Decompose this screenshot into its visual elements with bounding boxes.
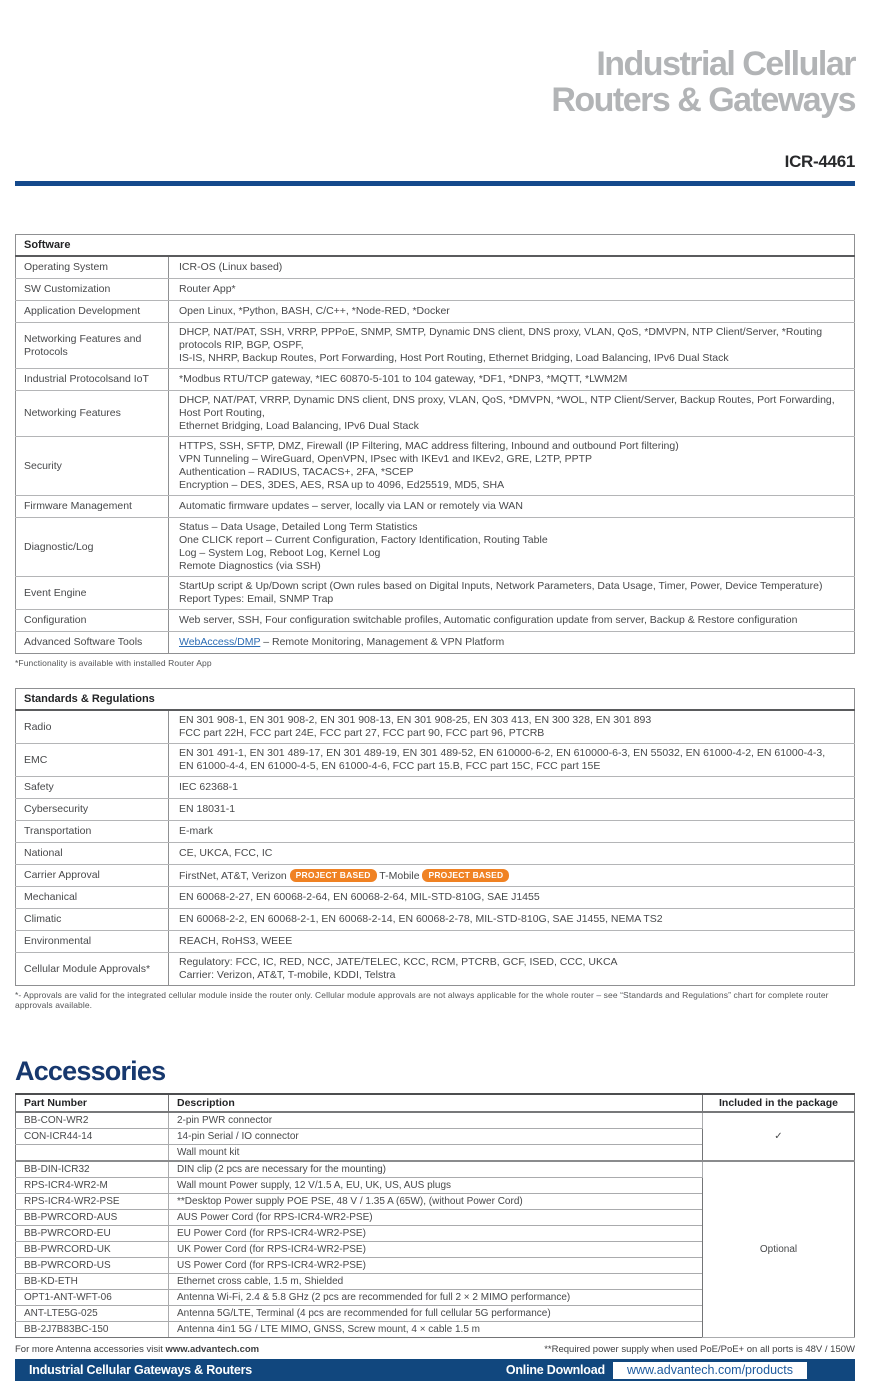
spec-label: Industrial Protocolsand IoT [16, 369, 169, 391]
col-header-part-number: Part Number [16, 1094, 169, 1112]
spec-value-line: FCC part 22H, FCC part 24E, FCC part 27, FCC part 90, FCC part 96, PTCRB [179, 727, 545, 739]
spec-value-line: Encryption – DES, 3DES, AES, RSA up to 4096, Ed25519, MD5, SHA [179, 479, 505, 491]
spec-value-line: HTTPS, SSH, SFTP, DMZ, Firewall (IP Filtering, MAC address filtering, Inbound and outbound Port filtering) [179, 440, 679, 452]
spec-row [16, 610, 855, 632]
spec-row [16, 369, 855, 391]
spec-label: Cellular Module Approvals* [16, 953, 169, 986]
spec-row [16, 931, 855, 953]
spec-label: Firmware Management [16, 496, 169, 518]
spec-label: Environmental [16, 931, 169, 953]
spec-value-line: Authentication – RADIUS, TACACS+, 2FA, *SCEP [179, 466, 414, 478]
spec-value-line: ICR-OS (Linux based) [179, 261, 283, 273]
spec-row [16, 865, 855, 887]
spec-value-line: One CLICK report – Current Configuration, Factory Identification, Routing Table [179, 534, 548, 546]
accessory-part-number: BB-CON-WR2 [16, 1112, 169, 1129]
page-title [15, 46, 855, 118]
spec-value-line: IS-IS, NHRP, Backup Routes, Port Forwarding, Host Port Routing, Ethernet Bridging, Load Balancing, IPv6 Dual Stack [179, 352, 729, 364]
spec-value-line: DHCP, NAT/PAT, SSH, VRRP, PPPoE, SNMP, SMTP, Dynamic DNS client, DNS proxy, VLAN, QoS, *DMVPN, NTP Client/Server, *Routing protocols RIP, BGP, OSPF, [179, 326, 823, 351]
spec-value-line: StartUp script & Up/Down script (Own rules based on Digital Inputs, Network Parameters, Data Usage, Timer, Power, Device Temperature) [179, 580, 823, 592]
spec-label: Diagnostic/Log [16, 518, 169, 577]
col-header-included: Included in the package [703, 1094, 855, 1112]
spec-label: EMC [16, 744, 169, 777]
accessory-description: Ethernet cross cable, 1.5 m, Shielded [169, 1274, 703, 1290]
spec-row [16, 953, 855, 986]
spec-value-line: Open Linux, *Python, BASH, C/C++, *Node-RED, *Docker [179, 305, 450, 317]
advantech-url-link[interactable]: www.advantech.com [165, 1344, 260, 1355]
spec-row [16, 799, 855, 821]
spec-label: Event Engine [16, 577, 169, 610]
optional-label: Optional [703, 1161, 855, 1338]
spec-value-line: E-mark [179, 825, 213, 837]
project-based-badge: PROJECT BASED [422, 869, 509, 882]
accessory-part-number: BB-KD-ETH [16, 1274, 169, 1290]
spec-row [16, 843, 855, 865]
model-number: ICR-4461 [784, 152, 855, 171]
accessory-description: AUS Power Cord (for RPS-ICR4-WR2-PSE) [169, 1210, 703, 1226]
standards-table [15, 688, 855, 986]
spec-value [169, 577, 855, 610]
spec-value [169, 843, 855, 865]
spec-row [16, 437, 855, 496]
spec-value [169, 391, 855, 437]
spec-value-text: FirstNet, AT&T, Verizon [179, 869, 290, 882]
spec-label: Carrier Approval [16, 865, 169, 887]
spec-value [169, 953, 855, 986]
spec-label: Configuration [16, 610, 169, 632]
spec-value-line: Log – System Log, Reboot Log, Kernel Log [179, 547, 381, 559]
standards-table-body [16, 710, 855, 986]
products-url-link[interactable]: www.advantech.com/products [613, 1362, 807, 1379]
power-supply-note: **Required power supply when used PoE/PoE+ on all ports is 48V / 150W [544, 1344, 855, 1355]
spec-label: National [16, 843, 169, 865]
spec-row [16, 391, 855, 437]
spec-value-text: – Remote Monitoring, Management & VPN Platform [260, 636, 505, 648]
accessory-part-number: OPT1-ANT-WFT-06 [16, 1290, 169, 1306]
accessory-part-number: BB-PWRCORD-US [16, 1258, 169, 1274]
accessories-heading: Accessories [15, 1056, 166, 1086]
spec-value [169, 632, 855, 654]
accessory-part-number: CON-ICR44-14 [16, 1129, 169, 1145]
spec-value-line: REACH, RoHS3, WEEE [179, 935, 293, 947]
accessory-description: 14-pin Serial / IO connector [169, 1129, 703, 1145]
spec-value [169, 496, 855, 518]
spec-value-line: Status – Data Usage, Detailed Long Term Statistics [179, 521, 418, 533]
col-header-description: Description [169, 1094, 703, 1112]
accessories-table [15, 1093, 855, 1338]
spec-row [16, 777, 855, 799]
spec-label: Mechanical [16, 887, 169, 909]
software-table-title: Software [16, 235, 855, 257]
accessory-row [16, 1161, 855, 1178]
header [15, 46, 855, 186]
spec-label: Application Development [16, 301, 169, 323]
spec-label: Networking Features [16, 391, 169, 437]
spec-value [169, 909, 855, 931]
footer-bar [15, 1359, 855, 1381]
accessory-description: Wall mount Power supply, 12 V/1.5 A, EU, UK, US, AUS plugs [169, 1178, 703, 1194]
spec-value-line: VPN Tunneling – WireGuard, OpenVPN, IPsec with IKEv1 and IKEv2, GRE, L2TP, PPTP [179, 453, 592, 465]
accessory-description: Antenna 4in1 5G / LTE MIMO, GNSS, Screw mount, 4 × cable 1.5 m [169, 1322, 703, 1338]
accessories-table-body [16, 1112, 855, 1338]
online-download-group [506, 1362, 807, 1379]
spec-value [169, 610, 855, 632]
webaccess-dmp-link[interactable]: WebAccess/DMP [179, 636, 261, 648]
spec-value [169, 931, 855, 953]
spec-value-line: Router App* [179, 283, 236, 295]
spec-value [169, 887, 855, 909]
accessory-part-number: BB-PWRCORD-AUS [16, 1210, 169, 1226]
spec-value [169, 323, 855, 369]
spec-row [16, 577, 855, 610]
spec-label: Safety [16, 777, 169, 799]
antenna-accessories-note [15, 1344, 259, 1355]
spec-value [169, 799, 855, 821]
spec-value-line: Report Types: Email, SNMP Trap [179, 593, 334, 605]
spec-row [16, 301, 855, 323]
accessory-part-number: RPS-ICR4-WR2-M [16, 1178, 169, 1194]
accessory-description: Antenna 5G/LTE, Terminal (4 pcs are recommended for full cellular 5G performance) [169, 1306, 703, 1322]
spec-label: Security [16, 437, 169, 496]
spec-value-line: Automatic firmware updates – server, locally via LAN or remotely via WAN [179, 500, 523, 512]
spec-value [169, 301, 855, 323]
software-footnote: *Functionality is available with installed Router App [15, 658, 212, 668]
spec-row [16, 279, 855, 301]
spec-value [169, 710, 855, 744]
spec-row [16, 518, 855, 577]
spec-label: SW Customization [16, 279, 169, 301]
spec-value-line: EN 301 908-1, EN 301 908-2, EN 301 908-13, EN 301 908-25, EN 303 413, EN 300 328, EN 301 893 [179, 714, 652, 726]
footer-category-label: Industrial Cellular Gateways & Routers [29, 1363, 253, 1377]
spec-row [16, 821, 855, 843]
online-download-label: Online Download [505, 1363, 605, 1377]
spec-row [16, 909, 855, 931]
accessory-description: Antenna Wi-Fi, 2.4 & 5.8 GHz (2 pcs are recommended for full 2 × 2 MIMO performance) [169, 1290, 703, 1306]
spec-row [16, 496, 855, 518]
spec-value [169, 777, 855, 799]
spec-row [16, 887, 855, 909]
spec-row [16, 710, 855, 744]
accessory-part-number: ANT-LTE5G-025 [16, 1306, 169, 1322]
included-checkmark: ✓ [703, 1112, 855, 1161]
spec-row [16, 256, 855, 279]
spec-value-line: Web server, SSH, Four configuration switchable profiles, Automatic configuration update from server, Backup & Restore configuration [179, 614, 798, 626]
header-rule [15, 181, 855, 186]
spec-value-line: EN 61000-4-4, EN 61000-4-5, EN 61000-4-6, FCC part 15.B, FCC part 15C, FCC part 15E [179, 760, 601, 772]
spec-value [169, 865, 855, 887]
software-table [15, 234, 855, 654]
accessory-part-number: BB-PWRCORD-EU [16, 1226, 169, 1242]
accessory-description: **Desktop Power supply POE PSE, 48 V / 1.35 A (65W), (without Power Cord) [169, 1194, 703, 1210]
spec-value [169, 744, 855, 777]
spec-label: Radio [16, 710, 169, 744]
spec-value-line: EN 18031-1 [179, 803, 236, 815]
spec-value [169, 821, 855, 843]
accessory-part-number [16, 1145, 169, 1162]
accessory-part-number: BB-DIN-ICR32 [16, 1161, 169, 1178]
software-table-body [16, 256, 855, 654]
accessory-description: Wall mount kit [169, 1145, 703, 1162]
project-based-badge: PROJECT BASED [290, 869, 377, 882]
accessory-description: EU Power Cord (for RPS-ICR4-WR2-PSE) [169, 1226, 703, 1242]
datasheet-page [0, 46, 870, 1381]
standards-table-title: Standards & Regulations [16, 689, 855, 711]
spec-value-line: EN 301 491-1, EN 301 489-17, EN 301 489-19, EN 301 489-52, EN 610000-6-2, EN 610000-6-3, EN 55032, EN 61000-4-2, EN 61000-4-3, [179, 747, 826, 759]
spec-label: Cybersecurity [16, 799, 169, 821]
accessory-part-number: BB-PWRCORD-UK [16, 1242, 169, 1258]
accessory-part-number: RPS-ICR4-WR2-PSE [16, 1194, 169, 1210]
spec-value [169, 437, 855, 496]
spec-label: Networking Features and Protocols [16, 323, 169, 369]
spec-value-line: *Modbus RTU/TCP gateway, *IEC 60870-5-101 to 104 gateway, *DF1, *DNP3, *MQTT, *LWM2M [179, 373, 628, 385]
spec-label: Advanced Software Tools [16, 632, 169, 654]
spec-value [169, 369, 855, 391]
spec-row [16, 323, 855, 369]
spec-value-line: Carrier: Verizon, AT&T, T-mobile, KDDI, Telstra [179, 969, 396, 981]
spec-label: Operating System [16, 256, 169, 279]
page-title-line2: Routers & Gateways [551, 81, 855, 119]
accessory-description: US Power Cord (for RPS-ICR4-WR2-PSE) [169, 1258, 703, 1274]
spec-value-line: EN 60068-2-2, EN 60068-2-1, EN 60068-2-14, EN 60068-2-78, MIL-STD-810G, SAE J1455, NEMA TS2 [179, 913, 663, 925]
spec-value-line: Ethernet Bridging, Load Balancing, IPv6 Dual Stack [179, 420, 419, 432]
footer-notes [15, 1344, 855, 1355]
page-title-line1: Industrial Cellular [596, 45, 855, 83]
spec-value-line: Remote Diagnostics (via SSH) [179, 560, 321, 572]
standards-footnote: *- Approvals are valid for the integrated cellular module inside the router only. Cellular module approvals are not always applicable for the whole router – see “Standards and Regulations” chart for complete router approvals available. [15, 990, 829, 1010]
spec-row [16, 632, 855, 654]
spec-value-text: T-Mobile [376, 869, 423, 882]
accessories-header-row [16, 1094, 855, 1112]
spec-label: Climatic [16, 909, 169, 931]
spec-value [169, 256, 855, 279]
spec-value-line: EN 60068-2-27, EN 60068-2-64, EN 60068-2-64, MIL-STD-810G, SAE J1455 [179, 891, 540, 903]
spec-value-line: DHCP, NAT/PAT, VRRP, Dynamic DNS client, DNS proxy, VLAN, QoS, *DMVPN, *WOL, NTP Client/Server, Backup Routes, Port Forwarding, Host Port Routing, [179, 394, 835, 419]
spec-value [169, 279, 855, 301]
accessory-description: UK Power Cord (for RPS-ICR4-WR2-PSE) [169, 1242, 703, 1258]
accessory-description: 2-pin PWR connector [169, 1112, 703, 1129]
accessory-part-number: BB-2J7B83BC-150 [16, 1322, 169, 1338]
accessory-row [16, 1112, 855, 1129]
spec-value-line: IEC 62368-1 [179, 781, 238, 793]
spec-value-line: Regulatory: FCC, IC, RED, NCC, JATE/TELEC, KCC, RCM, PTCRB, GCF, ISED, CCC, UKCA [179, 956, 618, 968]
spec-value [169, 518, 855, 577]
antenna-note-text: For more Antenna accessories visit [15, 1344, 166, 1355]
accessory-description: DIN clip (2 pcs are necessary for the mounting) [169, 1161, 703, 1178]
spec-row [16, 744, 855, 777]
spec-label: Transportation [16, 821, 169, 843]
spec-value-line: CE, UKCA, FCC, IC [179, 847, 273, 859]
